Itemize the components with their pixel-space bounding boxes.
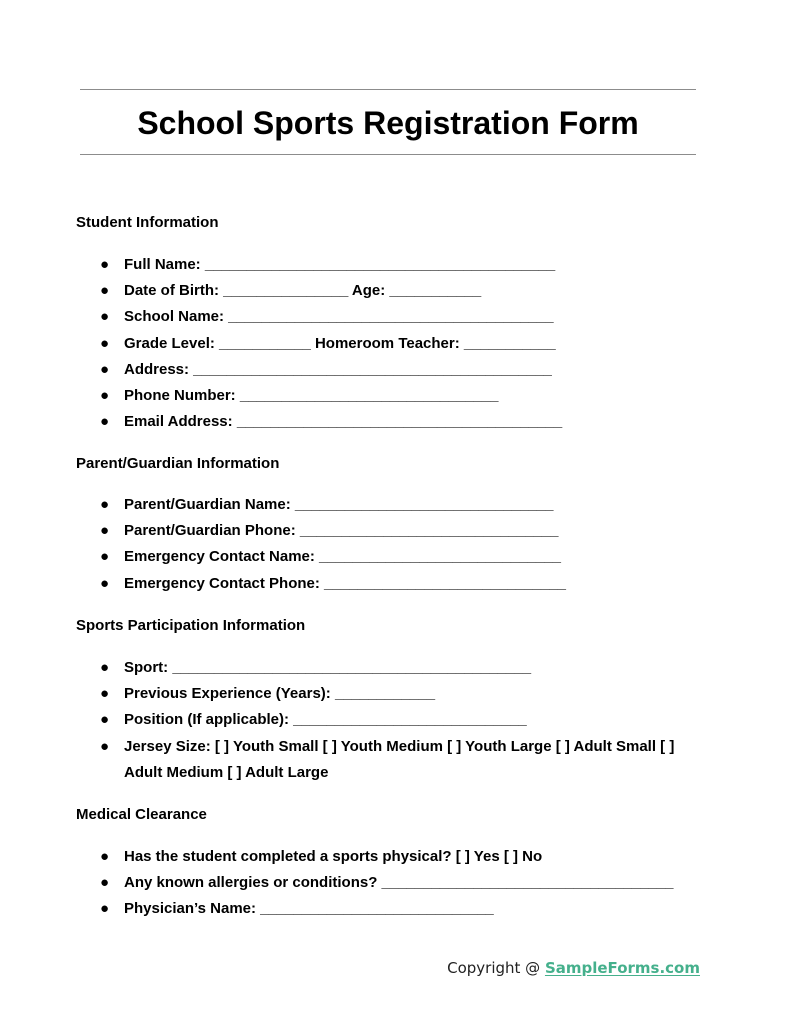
section-heading-student: Student Information xyxy=(76,214,219,231)
student-field-list xyxy=(76,252,696,435)
brand-link[interactable]: SampleForms.com xyxy=(544,959,700,977)
field-previous-experience[interactable]: ● Previous Experience (Years): ____________ xyxy=(100,685,436,703)
field-guardian-phone[interactable]: ● Parent/Guardian Phone: _______________________________ xyxy=(100,522,559,540)
field-date-of-birth-age[interactable]: ● Date of Birth: _______________ Age: ___________ xyxy=(100,282,482,300)
section-heading-sports: Sports Participation Information xyxy=(76,617,306,634)
field-guardian-name[interactable]: ● Parent/Guardian Name: _______________________________ xyxy=(100,496,554,513)
field-sports-physical[interactable]: ● Has the student completed a sports physical? [ ] Yes [ ] No xyxy=(100,848,543,865)
field-address[interactable]: ● Address: ___________________________________________ xyxy=(100,360,552,378)
field-school-name[interactable]: ● School Name: _______________________________________ xyxy=(100,308,554,326)
field-email-address[interactable]: ● Email Address: _______________________________________ xyxy=(100,413,563,431)
field-position[interactable]: ● Position (If applicable): ____________________________ xyxy=(100,711,527,729)
section-heading-guardian: Parent/Guardian Information xyxy=(76,455,280,472)
title-top-rule xyxy=(80,89,696,90)
sports-field-list xyxy=(76,655,696,786)
copyright-footer xyxy=(447,958,700,978)
field-phone-number[interactable]: ● Phone Number: _______________________________ xyxy=(100,387,499,405)
field-sport[interactable]: ● Sport: ___________________________________________ xyxy=(100,659,532,676)
copyright-text: Copyright @ xyxy=(447,959,545,977)
field-physician-name[interactable]: ● Physician’s Name: ____________________________ xyxy=(100,900,494,918)
title-bottom-rule xyxy=(80,154,696,155)
field-emergency-contact-phone[interactable]: ● Emergency Contact Phone: _____________________________ xyxy=(100,574,566,592)
guardian-field-list xyxy=(76,492,696,597)
field-full-name[interactable]: ● Full Name: __________________________________________ xyxy=(100,256,556,273)
field-jersey-size[interactable]: ● Jersey Size: [ ] Youth Small [ ] Youth Medium [ ] Youth Large [ ] Adult Small [ ] Adult Medium [ ] Adult Large xyxy=(100,737,675,781)
medical-field-list xyxy=(76,844,696,923)
section-heading-medical: Medical Clearance xyxy=(76,806,207,823)
field-grade-homeroom[interactable]: ● Grade Level: ___________ Homeroom Teacher: ___________ xyxy=(100,334,556,352)
field-emergency-contact-name[interactable]: ● Emergency Contact Name: _____________________________ xyxy=(100,548,561,566)
field-allergies-conditions[interactable]: ● Any known allergies or conditions? ___________________________________ xyxy=(100,874,674,892)
page-title: School Sports Registration Form xyxy=(137,105,639,141)
